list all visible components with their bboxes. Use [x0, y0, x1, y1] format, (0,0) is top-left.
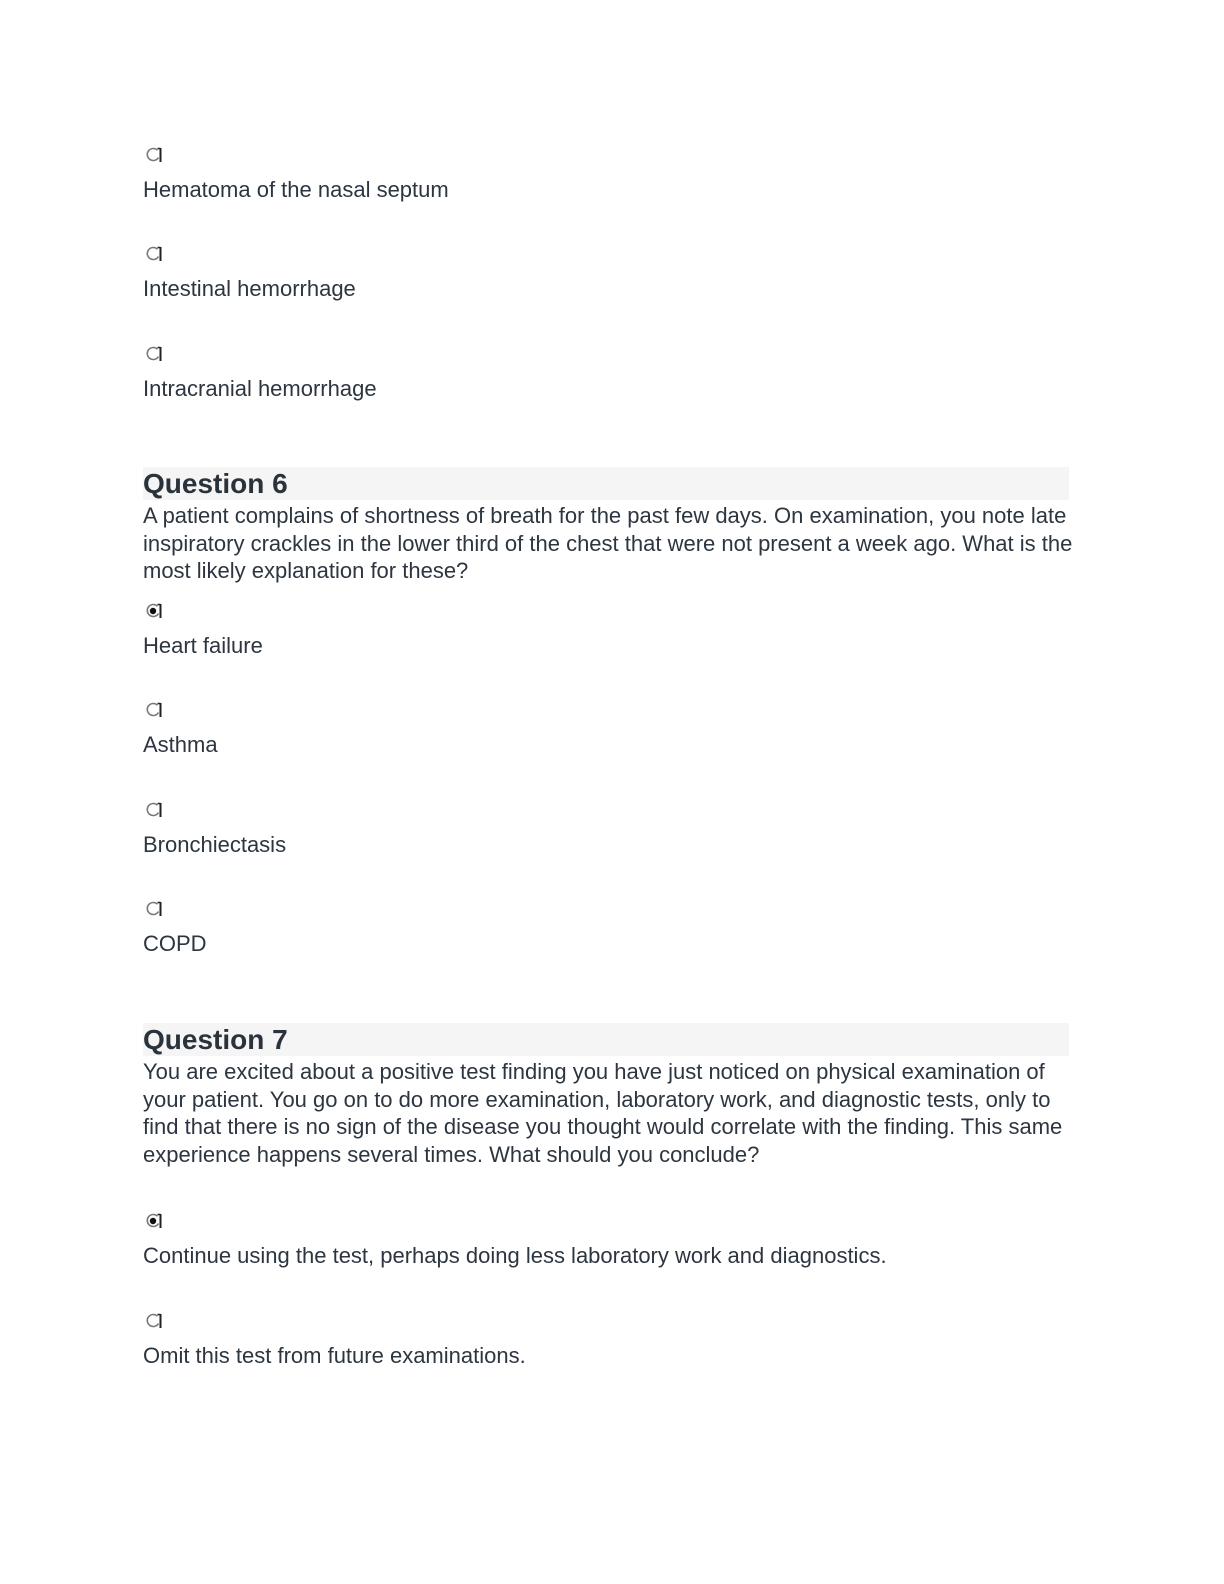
radio-selected-icon [144, 602, 166, 620]
option-label: Intracranial hemorrhage [143, 376, 377, 401]
radio-unselected-icon [144, 801, 166, 819]
radio-intracranial-hemorrhage[interactable] [144, 345, 166, 363]
option-label: Bronchiectasis [143, 832, 287, 857]
option-label: Intestinal hemorrhage [143, 276, 356, 301]
radio-omit-test[interactable] [144, 1312, 166, 1330]
option-label: Heart failure [143, 633, 263, 658]
radio-hematoma-nasal-septum[interactable] [144, 146, 166, 164]
radio-unselected-icon [144, 701, 166, 719]
radio-continue-using-test[interactable] [144, 1212, 166, 1230]
option-label: COPD [143, 931, 207, 956]
radio-unselected-icon [144, 345, 166, 363]
option-label: Omit this test from future examinations. [143, 1343, 526, 1368]
question-6-text: A patient complains of shortness of breath for the past few days. On examination, you note late inspiratory crackles in the lower third of the chest that were not present a week ago. What is the most likely explanation for these? [143, 503, 1073, 583]
radio-unselected-icon [144, 900, 166, 918]
option-label: Asthma [143, 732, 218, 757]
option-label: Continue using the test, perhaps doing less laboratory work and diagnostics. [143, 1243, 887, 1268]
radio-intestinal-hemorrhage[interactable] [144, 245, 166, 263]
question-6-header [143, 467, 1069, 500]
radio-unselected-icon [144, 1312, 166, 1330]
radio-bronchiectasis[interactable] [144, 801, 166, 819]
option-label: Hematoma of the nasal septum [143, 177, 449, 202]
radio-heart-failure[interactable] [144, 602, 166, 620]
question-7-text: You are excited about a positive test finding you have just noticed on physical examination of your patient. You go on to do more examination, laboratory work, and diagnostic tests, only to find that there is no sign of the disease you thought would correlate with the finding. This same experience happens several times. What should you conclude? [143, 1059, 1063, 1167]
question-6-title: Question 6 [143, 468, 288, 499]
radio-selected-icon [144, 1212, 166, 1230]
radio-copd[interactable] [144, 900, 166, 918]
radio-asthma[interactable] [144, 701, 166, 719]
radio-unselected-icon [144, 245, 166, 263]
question-7-title: Question 7 [143, 1024, 288, 1055]
radio-unselected-icon [144, 146, 166, 164]
question-7-header [143, 1023, 1069, 1056]
